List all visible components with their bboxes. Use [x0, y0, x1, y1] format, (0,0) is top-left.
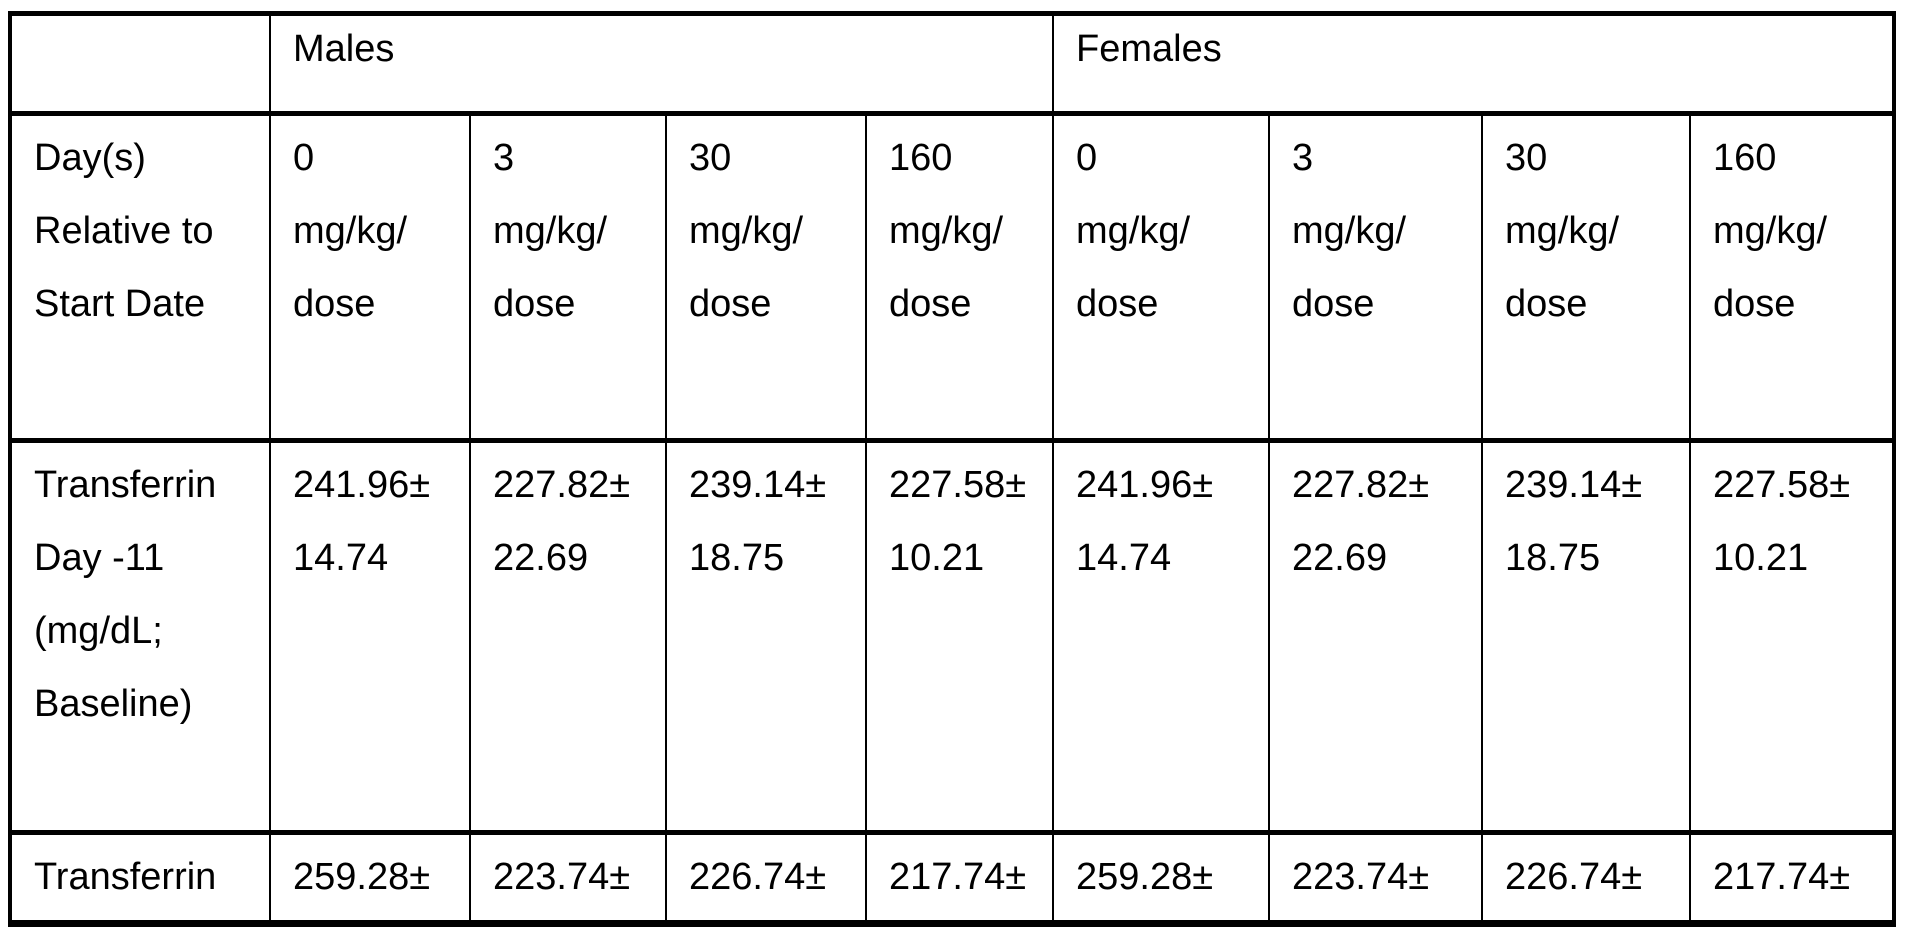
corner-cell	[10, 14, 270, 114]
value-cell-females-160: 217.74±	[1690, 833, 1894, 924]
value-cell-males-3: 223.74±	[470, 833, 666, 924]
value-cell-females-3: 227.82± 22.69	[1269, 441, 1482, 833]
group-header-males: Males	[270, 14, 1053, 114]
group-header-females: Females	[1053, 14, 1894, 114]
table-row	[10, 833, 1894, 924]
value-cell-females-3: 223.74±	[1269, 833, 1482, 924]
value-cell-males-30: 226.74±	[666, 833, 866, 924]
dose-header-females-3: 3 mg/kg/ dose	[1269, 114, 1482, 441]
value-cell-males-0: 259.28±	[270, 833, 470, 924]
value-cell-females-160: 227.58± 10.21	[1690, 441, 1894, 833]
dose-header-females-160: 160 mg/kg/ dose	[1690, 114, 1894, 441]
dose-header-males-30: 30 mg/kg/ dose	[666, 114, 866, 441]
value-cell-males-0: 241.96± 14.74	[270, 441, 470, 833]
dose-header-females-0: 0 mg/kg/ dose	[1053, 114, 1269, 441]
row-label-transferrin: Transferrin	[10, 833, 270, 924]
dose-header-males-0: 0 mg/kg/ dose	[270, 114, 470, 441]
transferrin-dose-table	[8, 11, 1896, 927]
value-cell-females-30: 239.14± 18.75	[1482, 441, 1690, 833]
dose-header-males-160: 160 mg/kg/ dose	[866, 114, 1053, 441]
dose-header-males-3: 3 mg/kg/ dose	[470, 114, 666, 441]
row-axis-label: Day(s) Relative to Start Date	[10, 114, 270, 441]
value-cell-males-160: 227.58± 10.21	[866, 441, 1053, 833]
value-cell-females-0: 259.28±	[1053, 833, 1269, 924]
value-cell-males-3: 227.82± 22.69	[470, 441, 666, 833]
dose-header-females-30: 30 mg/kg/ dose	[1482, 114, 1690, 441]
table-row	[10, 441, 1894, 833]
value-cell-females-30: 226.74±	[1482, 833, 1690, 924]
value-cell-males-160: 217.74±	[866, 833, 1053, 924]
value-cell-females-0: 241.96± 14.74	[1053, 441, 1269, 833]
value-cell-males-30: 239.14± 18.75	[666, 441, 866, 833]
row-label-transferrin-baseline: Transferrin Day -11 (mg/dL; Baseline)	[10, 441, 270, 833]
